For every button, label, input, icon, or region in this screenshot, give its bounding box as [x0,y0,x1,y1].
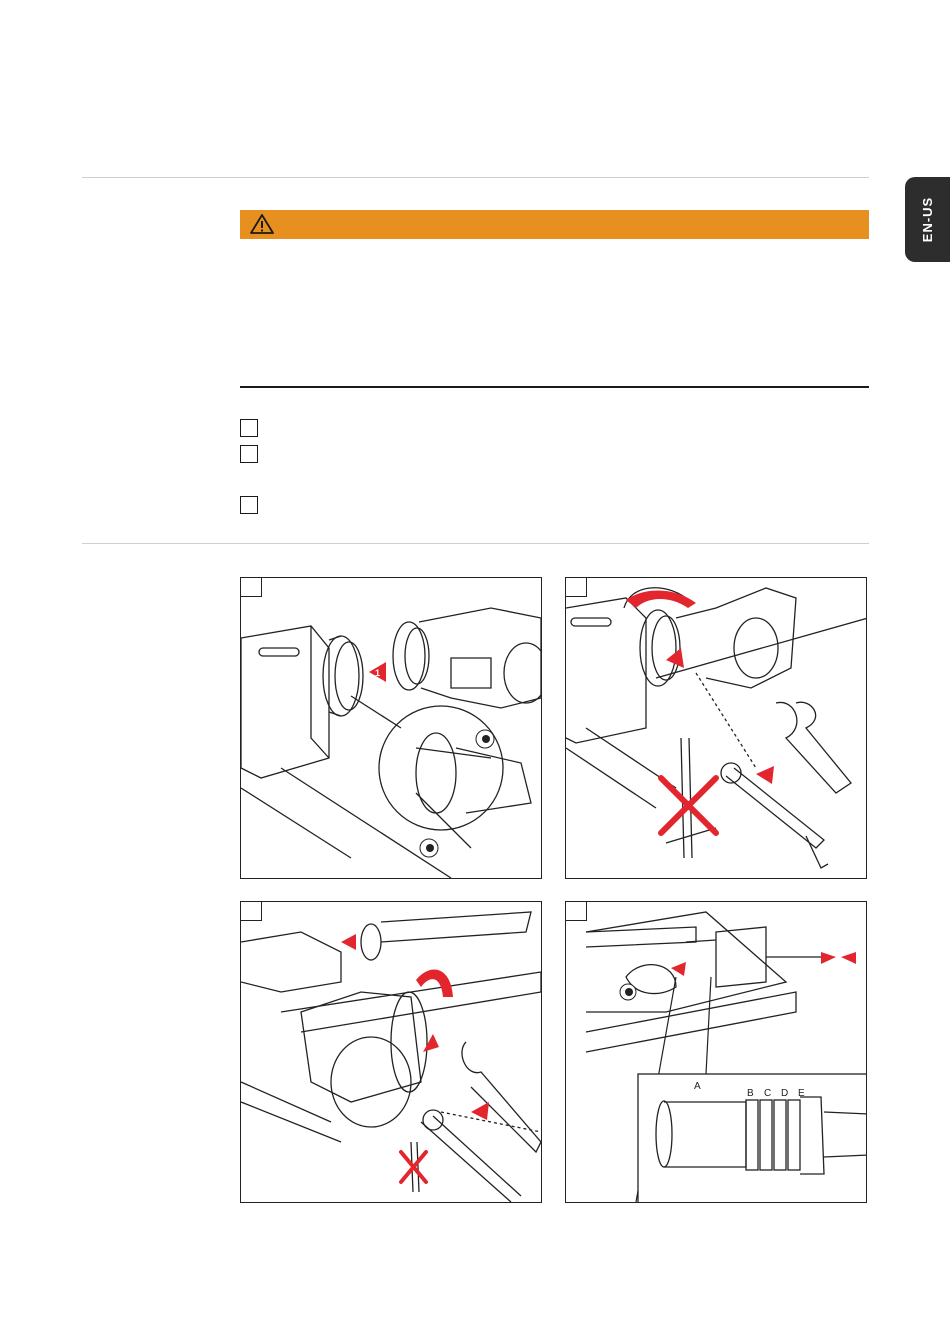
step-checkbox-3[interactable] [240,496,258,514]
figure-3-illustration [241,902,542,1203]
figure-2-number-box [566,578,587,597]
step-checkbox-2[interactable] [240,445,258,463]
figure-4 [565,901,867,1203]
step-checkbox-1[interactable] [240,419,258,437]
figure-1-number-box [241,578,262,597]
language-tab [905,177,950,262]
callout-label-e: E [798,1088,805,1099]
figure-3 [240,901,542,1203]
callout-label-a: A [694,1081,701,1092]
figure-4-illustration [566,902,867,1203]
warning-triangle-icon [249,213,275,235]
figure-3-number-box [241,902,262,921]
figure-4-number-box [566,902,587,921]
warning-end-rule [240,386,869,388]
callout-label-c: C [764,1088,772,1099]
figure-1-illustration [241,578,542,879]
section-divider [82,543,869,544]
svg-text:1: 1 [375,668,381,678]
callout-label-b: B [747,1088,754,1099]
language-tab-label: EN-US [920,196,936,243]
top-divider [82,177,869,178]
figure-2 [565,577,867,879]
warning-banner [240,210,869,239]
figure-2-illustration [566,578,867,879]
figure-1 [240,577,542,879]
callout-label-d: D [781,1088,789,1099]
